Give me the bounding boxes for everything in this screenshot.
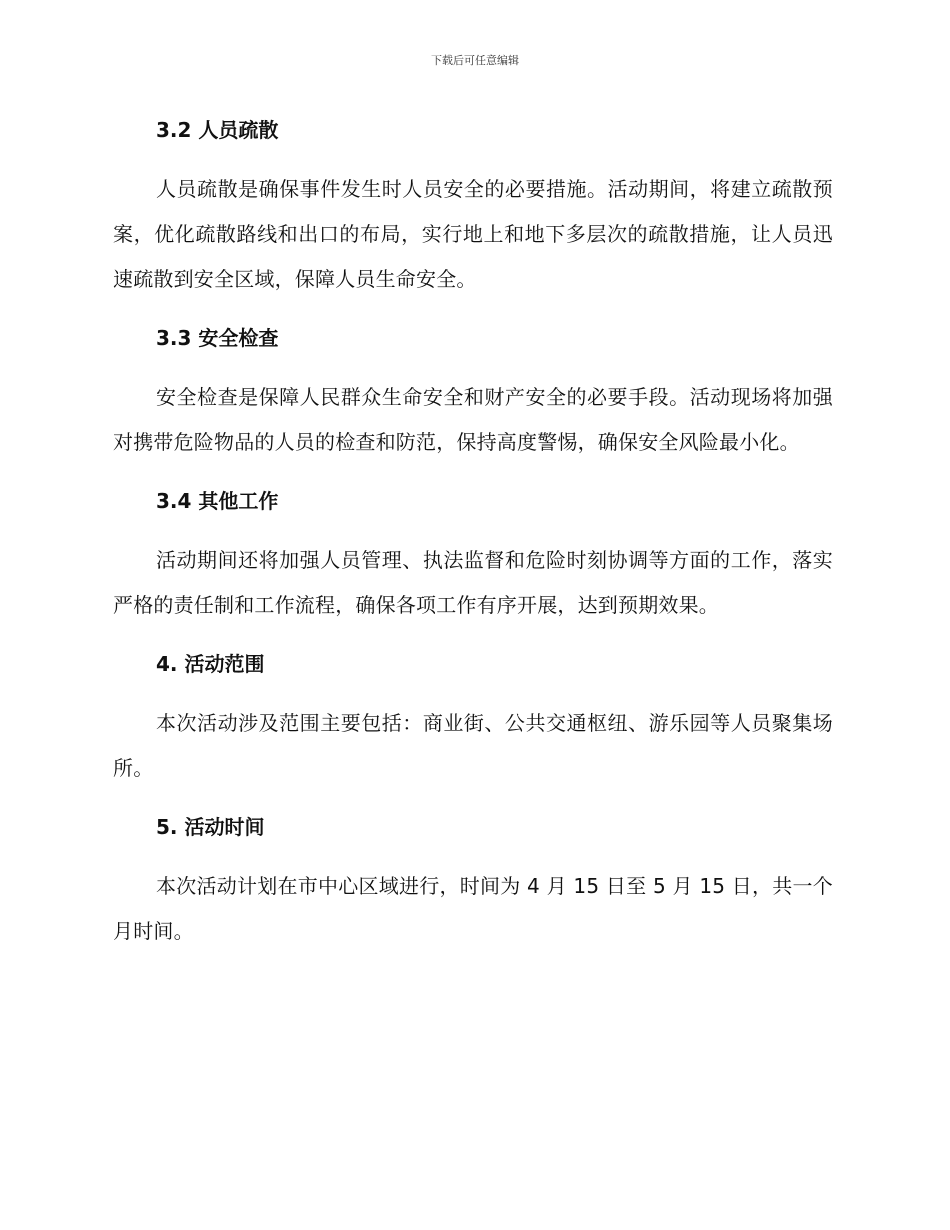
section-4 (113, 642, 833, 805)
section-3-4 (113, 479, 833, 642)
section-heading: 3.3 安全检查 (156, 326, 279, 350)
section-heading: 4. 活动范围 (156, 652, 265, 676)
section-heading: 3.2 人员疏散 (156, 118, 279, 142)
page-header: 下载后可任意编辑 (431, 54, 519, 67)
section-heading: 5. 活动时间 (156, 815, 265, 839)
document-body (113, 108, 833, 954)
section-3-3 (113, 316, 833, 479)
section-paragraph: 活动期间还将加强人员管理、执法监督和危险时刻协调等方面的工作，落实严格的责任制和工作流程，确保各项工作有序开展，达到预期效果。 (113, 548, 833, 617)
section-paragraph: 本次活动涉及范围主要包括：商业街、公共交通枢纽、游乐园等人员聚集场所。 (113, 711, 833, 780)
section-5 (113, 805, 833, 954)
section-3-2 (113, 108, 833, 316)
section-paragraph: 安全检查是保障人民群众生命安全和财产安全的必要手段。活动现场将加强对携带危险物品的人员的检查和防范，保持高度警惕，确保安全风险最小化。 (113, 385, 833, 454)
section-paragraph: 人员疏散是确保事件发生时人员安全的必要措施。活动期间，将建立疏散预案，优化疏散路线和出口的布局，实行地上和地下多层次的疏散措施，让人员迅速疏散到安全区域，保障人员生命安全。 (113, 177, 833, 291)
section-heading: 3.4 其他工作 (156, 489, 279, 513)
section-paragraph: 本次活动计划在市中心区域进行，时间为 4 月 15 日至 5 月 15 日，共一个月时间。 (113, 874, 833, 943)
